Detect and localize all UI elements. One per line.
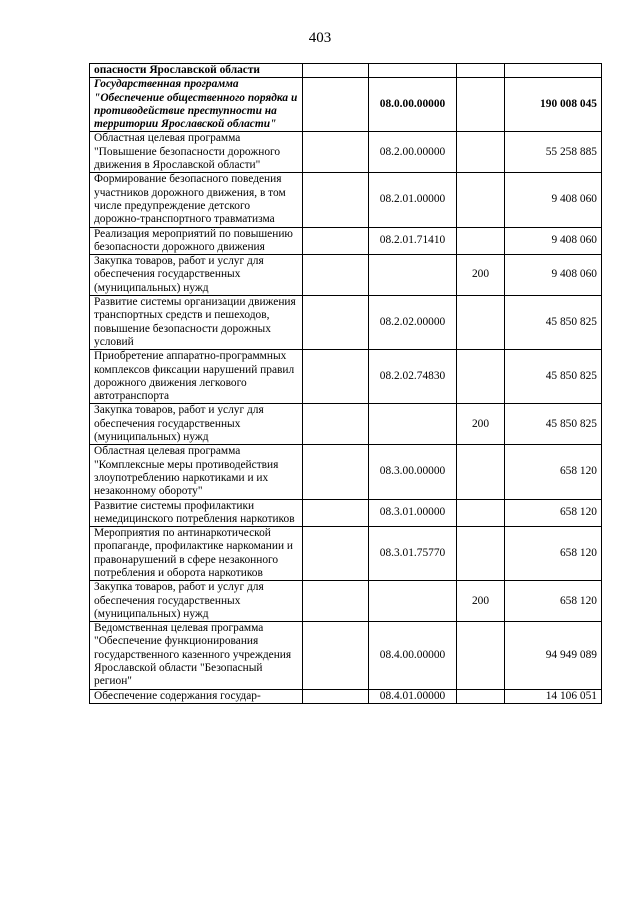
empty-cell [303, 689, 369, 703]
expense-type-cell: 200 [457, 404, 505, 445]
budget-code-cell: 08.4.00.00000 [369, 622, 457, 689]
budget-code-cell: 08.2.01.00000 [369, 173, 457, 227]
table-row [90, 350, 602, 404]
empty-cell [303, 173, 369, 227]
amount-cell: 55 258 885 [505, 132, 602, 173]
table-row [90, 689, 602, 703]
expense-type-cell [457, 78, 505, 132]
item-name-cell: Обеспечение содержания государ- [90, 689, 303, 703]
amount-cell: 14 106 051 [505, 689, 602, 703]
expense-type-cell: 200 [457, 255, 505, 296]
item-name-cell: Реализация мероприятий по повышению безопасности дорожного движения [90, 227, 303, 255]
budget-code-cell [369, 404, 457, 445]
expense-type-cell [457, 499, 505, 527]
expense-type-cell [457, 173, 505, 227]
item-name-cell: Государственная программа "Обеспечение общественного порядка и противодействие преступности на территории Ярославской области" [90, 78, 303, 132]
budget-code-cell: 08.0.00.00000 [369, 78, 457, 132]
budget-code-cell: 08.4.01.00000 [369, 689, 457, 703]
empty-cell [303, 132, 369, 173]
item-name-cell: Формирование безопасного поведения участников дорожного движения, в том числе предупреждение детского дорожно-транспортного травматизма [90, 173, 303, 227]
table-row [90, 581, 602, 622]
budget-code-cell: 08.2.00.00000 [369, 132, 457, 173]
table-row [90, 445, 602, 499]
table-row [90, 404, 602, 445]
budget-code-cell [369, 255, 457, 296]
amount-cell: 658 120 [505, 499, 602, 527]
expense-type-cell [457, 296, 505, 350]
empty-cell [303, 527, 369, 581]
budget-code-cell [369, 64, 457, 78]
item-name-cell: Областная целевая программа "Комплексные меры противодействия злоупотреблению наркотиками и их незаконному обороту" [90, 445, 303, 499]
amount-cell: 45 850 825 [505, 296, 602, 350]
empty-cell [303, 296, 369, 350]
empty-cell [303, 227, 369, 255]
budget-code-cell: 08.2.02.74830 [369, 350, 457, 404]
expense-type-cell [457, 689, 505, 703]
item-name-cell: Ведомственная целевая программа "Обеспечение функционирования государственного казенного учреждения Ярославской области "Безопасный регион" [90, 622, 303, 689]
amount-cell: 45 850 825 [505, 350, 602, 404]
empty-cell [303, 64, 369, 78]
amount-cell: 9 408 060 [505, 255, 602, 296]
budget-table-body [90, 64, 602, 704]
expense-type-cell: 200 [457, 581, 505, 622]
budget-code-cell [369, 581, 457, 622]
amount-cell: 658 120 [505, 445, 602, 499]
expense-type-cell [457, 527, 505, 581]
item-name-cell: Мероприятия по антинаркотической пропаганде, профилактике наркомании и правонарушений в сфере незаконного потребления и оборота наркотиков [90, 527, 303, 581]
budget-code-cell: 08.2.01.71410 [369, 227, 457, 255]
amount-cell: 658 120 [505, 581, 602, 622]
item-name-cell: Областная целевая программа "Повышение безопасности дорожного движения в Ярославской области" [90, 132, 303, 173]
amount-cell: 9 408 060 [505, 173, 602, 227]
table-row [90, 227, 602, 255]
table-row [90, 78, 602, 132]
empty-cell [303, 445, 369, 499]
budget-table [89, 63, 602, 704]
budget-code-cell: 08.3.00.00000 [369, 445, 457, 499]
item-name-cell: Закупка товаров, работ и услуг для обеспечения государственных (муниципальных) нужд [90, 255, 303, 296]
amount-cell: 9 408 060 [505, 227, 602, 255]
amount-cell: 45 850 825 [505, 404, 602, 445]
amount-cell: 94 949 089 [505, 622, 602, 689]
table-row [90, 499, 602, 527]
expense-type-cell [457, 350, 505, 404]
empty-cell [303, 404, 369, 445]
table-row [90, 255, 602, 296]
item-name-cell: опасности Ярославской области [90, 64, 303, 78]
table-row [90, 132, 602, 173]
item-name-cell: Закупка товаров, работ и услуг для обеспечения государственных (муниципальных) нужд [90, 581, 303, 622]
budget-code-cell: 08.3.01.75770 [369, 527, 457, 581]
amount-cell: 658 120 [505, 527, 602, 581]
empty-cell [303, 255, 369, 296]
item-name-cell: Развитие системы профилактики немедицинского потребления наркотиков [90, 499, 303, 527]
amount-cell: 190 008 045 [505, 78, 602, 132]
item-name-cell: Закупка товаров, работ и услуг для обеспечения государственных (муниципальных) нужд [90, 404, 303, 445]
expense-type-cell [457, 64, 505, 78]
table-row [90, 296, 602, 350]
amount-cell [505, 64, 602, 78]
item-name-cell: Развитие системы организации движения транспортных средств и пешеходов, повышение безопасности дорожных условий [90, 296, 303, 350]
empty-cell [303, 581, 369, 622]
page-number: 403 [308, 30, 332, 46]
item-name-cell: Приобретение аппаратно-программных комплексов фиксации нарушений правил дорожного движения легкового автотранспорта [90, 350, 303, 404]
table-row [90, 527, 602, 581]
budget-code-cell: 08.2.02.00000 [369, 296, 457, 350]
table-row [90, 173, 602, 227]
table-row [90, 64, 602, 78]
empty-cell [303, 499, 369, 527]
empty-cell [303, 78, 369, 132]
expense-type-cell [457, 132, 505, 173]
expense-type-cell [457, 227, 505, 255]
empty-cell [303, 622, 369, 689]
budget-code-cell: 08.3.01.00000 [369, 499, 457, 527]
expense-type-cell [457, 445, 505, 499]
expense-type-cell [457, 622, 505, 689]
empty-cell [303, 350, 369, 404]
table-row [90, 622, 602, 689]
